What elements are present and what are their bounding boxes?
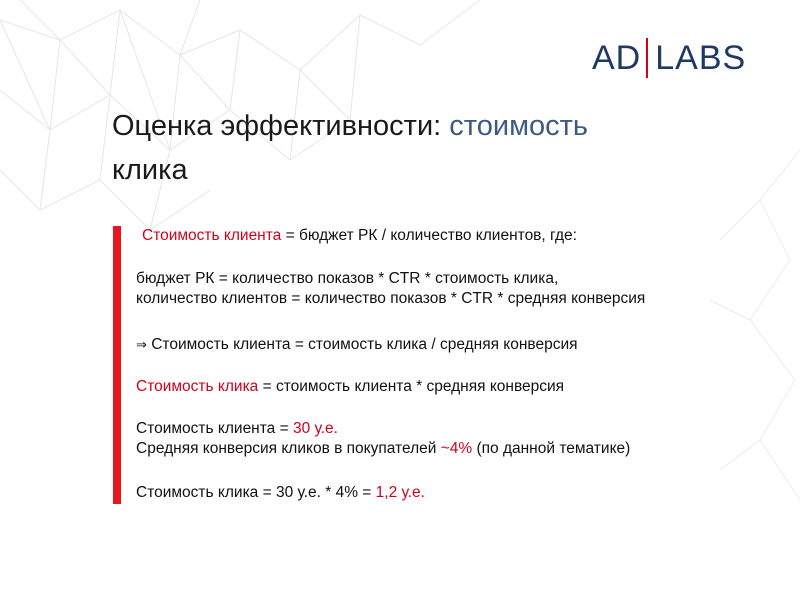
formula-click-cost-rest: = стоимость клиента * средняя конверсия (258, 378, 565, 395)
title-line2: клика (112, 154, 188, 186)
client-cost-value: 30 у.е. (292, 420, 338, 437)
conversion-line (136, 439, 776, 459)
adlabs-logo (592, 38, 746, 78)
formula-click-cost (136, 377, 776, 397)
implication-text: Стоимость клиента = стоимость клика / средняя конверсия (151, 336, 578, 353)
client-cost-value-line (136, 419, 776, 439)
accent-bar (113, 226, 121, 504)
client-cost-label: Стоимость клиента = (136, 420, 293, 437)
formula-client-cost (142, 226, 776, 246)
formula-click-cost-lead: Стоимость клика (136, 378, 259, 395)
implies-icon: ⇒ (136, 338, 147, 353)
result-label: Стоимость клика = 30 у.е. * 4% = (136, 484, 376, 501)
clients-definition: количество клиентов = количество показов * CTR * средняя конверсия (136, 290, 646, 307)
result-value: 1,2 у.е. (375, 484, 425, 501)
result-line (136, 483, 776, 503)
formula-client-cost-lead: Стоимость клиента (142, 227, 282, 244)
conversion-value: ~4% (440, 440, 473, 457)
slide-body (136, 226, 776, 503)
logo-left-text: AD (592, 39, 642, 77)
formula-client-cost-rest: = бюджет РК / количество клиентов, где: (281, 227, 577, 244)
logo-right-text: LABS (655, 39, 747, 77)
logo-divider (646, 38, 648, 78)
slide-title (112, 104, 712, 192)
implication-line (136, 335, 776, 356)
title-accent: стоимость (449, 110, 589, 142)
budget-definition: бюджет РК = количество показов * CTR * стоимость клика, (136, 270, 559, 287)
conversion-label: Средняя конверсия кликов в покупателей (136, 440, 441, 457)
title-main: Оценка эффективности: (112, 110, 450, 142)
conversion-note: (по данной тематике) (472, 440, 631, 457)
